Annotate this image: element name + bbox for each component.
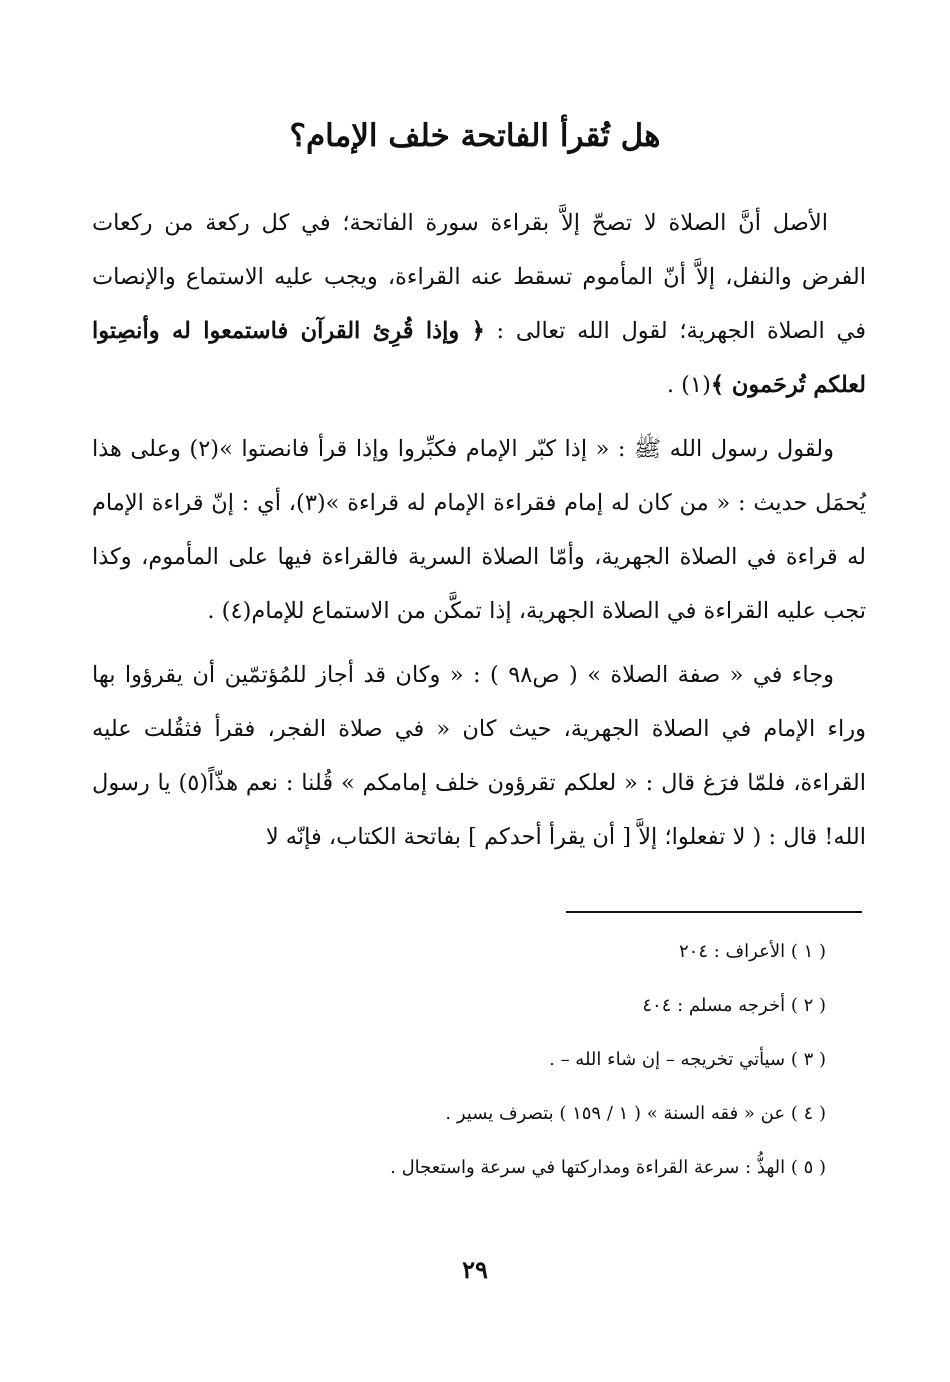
footnote-5: ( ٥ ) الهذُّ : سرعة القراءة ومداركتها في سرعة واستعجال . (390, 1157, 826, 1178)
footnotes (92, 925, 826, 1195)
paragraph-1-text: الأصل أنَّ الصلاة لا تصحّ إلاَّ بقراءة سورة الفاتحة؛ في كل ركعة من ركعات الفرض والنفل، إلاَّ أنّ المأموم تسقط عنه القراءة، ويجب عليه الاستماع والإنصات في الصلاة الجهرية؛ لقول الله تعالى : (92, 210, 867, 344)
footnote-4: ( ٤ ) عن « فقه السنة » ( ١ / ١٥٩ ) بتصرف يسير . (445, 1103, 826, 1124)
paragraph-1 (92, 196, 866, 412)
paragraph-2: ولقول رسول الله ﷺ : « إذا كبّر الإمام فكبِّروا وإذا قرأ فانصتوا »(٢) وعلى هذا يُحمَل حديث : « من كان له إمام فقراءة الإمام له قراءة »(٣)، أي : إنّ قراءة الإمام له قراءة في الصلاة الجهرية، وأمّا الصلاة السرية فالقراءة فيها على المأموم، وكذا تجب عليه القراءة في الصلاة الجهرية، إذا تمكَّن من الاستماع للإمام(٤) . (92, 436, 866, 624)
footnote-1: ( ١ ) الأعراف : ٢٠٤ (678, 941, 826, 962)
footnote-3: ( ٣ ) سيأتي تخريجه – إن شاء الله – . (549, 1049, 826, 1070)
paragraph-3: وجاء في « صفة الصلاة » ( ص٩٨ ) : « وكان قد أجاز للمُؤتمّين أن يقرؤوا بها وراء الإمام في الصلاة الجهرية، حيث كان « في صلاة الفجر، فقرأ فثقُلت عليه القراءة، فلمّا فرَغ قال : « لعلكم تقرؤون خلف إمامكم » قُلنا : نعم هذّاً(٥) يا رسول الله! قال : ( لا تفعلوا؛ إلاَّ [ أن يقرأ أحدكم ] بفاتحة الكتاب، فإنّه لا (92, 662, 866, 850)
footnote-2: ( ٢ ) أخرجه مسلم : ٤٠٤ (642, 995, 826, 1016)
main-text (92, 196, 866, 874)
footnote-divider (566, 911, 862, 913)
page-number: ٢٩ (462, 1255, 488, 1284)
paragraph-1-end: (١) . (666, 372, 711, 398)
page-title: هل تُقرأ الفاتحة خلف الإمام؟ (289, 118, 661, 154)
quran-verse: ﴿ وإذا قُرِئ القرآن فاستمعوا له وأنصِتوا لعلكم تُرحَمون ﴾ (92, 318, 866, 398)
